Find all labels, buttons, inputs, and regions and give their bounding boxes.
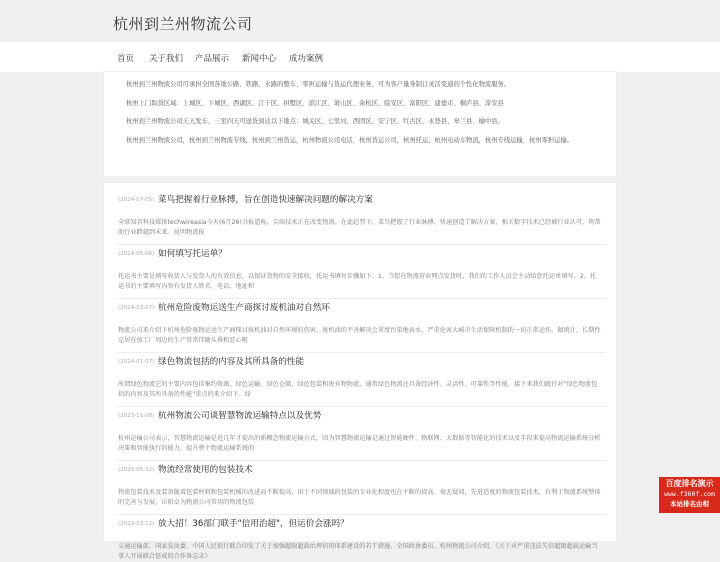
ranking-badge[interactable]: [659, 477, 720, 513]
article-title[interactable]: 杭州危险废物运送生产商探讨废机油对自然环: [158, 303, 330, 313]
nav-item-news[interactable]: 新闻中心: [242, 54, 277, 64]
article-date: (2024-01-07): [118, 359, 155, 365]
article-title[interactable]: 物流经常使用的包装技术: [158, 465, 253, 475]
header: [0, 0, 720, 42]
nav-item-cases[interactable]: 成功案例: [289, 54, 324, 64]
article-date: (2024-03-07): [118, 305, 155, 311]
article-date: (2024-07-05): [118, 197, 155, 203]
article-summary: 物流包装技术及装备随着包装材料和包装机械的改进而不断提高，用于不同领域的包装的专业化程度也在不断的提高。毫无疑问，先进适度的物流包装技术，有利于物流系统整体的完善与发展。岳阳卓为物流公司常用的物流包装: [118, 489, 601, 506]
article-item: [116, 301, 606, 353]
divider: [116, 514, 606, 515]
badge-url: www.f360f.com: [664, 490, 715, 498]
article-title[interactable]: 如何填写托运单？: [158, 249, 227, 259]
article-summary: 杭州运输公司表示，智慧物流运输是近几年才提出的新概念物流运输方式，因为智慧物流运输是通过智能硬件、物联网、大数据等智能化的技术以及手段来提高物流运输系统分析决策和智能执行的能力，提升整个物流运输系统的: [118, 435, 601, 452]
divider: [116, 352, 606, 353]
divider: [116, 406, 606, 407]
main-nav: [0, 42, 720, 72]
article-title[interactable]: 放大招！36部门联手"信用治超"，但运价会涨吗？: [158, 519, 349, 529]
article-summary: 全球知名科技媒体techwireasia今天(6月26日)报道称，尖端技术正在改变物流。在此趋势下，菜鸟把握了行业脉搏，快速创造了解决方案，相关数字技术已经被行业认可，将帮助行业跨越到未来。昆明物流报: [118, 219, 601, 236]
intro-paragraph: 杭州到兰州物流公司可承担全国各地公路、铁路、水路的整车、零担运输与货运代理业务，可为客户量身制订灵活变通的个性化物流服务。: [126, 81, 511, 88]
article-summary: 所谓绿色物流它的主要内容包括集约资源、绿色运输、绿色仓储、绿色包装和废弃物物流，通常绿色物流还具备经济性、灵活性、可靠性等性能，接下来我们就针对"绿色物流包括的内容及其所具备的性能"重点的来介绍下。绿: [118, 381, 598, 398]
article-list: [103, 182, 617, 560]
article-summary: 托运书主要是填写收货人与发货人的有效信息，以保证货物的安全接收，托运书填写步骤如下：1、当您在物流营业网点发货时，我们的工作人员会主动给您托运单填写。2、托运书的主要填写内容有发货人姓名、电话、地址和: [118, 273, 597, 290]
article-item: [116, 355, 606, 407]
article-title[interactable]: 绿色物流包括的内容及其所具备的性能: [158, 357, 305, 367]
article-date: (2023-03-12): [118, 521, 155, 527]
article-title[interactable]: 菜鸟把握着行业脉搏，旨在创造快速解决问题的解决方案: [158, 195, 373, 205]
intro-paragraph: 杭州上门取货区域：上城区、下城区、西湖区、江干区、拱墅区、滨江区、萧山区、余杭区、临安区、富阳区、建德市、桐庐县、淳安县: [126, 99, 504, 107]
intro-panel: [103, 71, 617, 177]
article-item: [116, 463, 606, 515]
article-summary: 交通运输部、国家发改委、中国人民银行联合印发了关于加强超限超载治理信用体系建设的若干措施，全国政协委员、杭州物流公司介绍，《关于对严重违法失信超限超载运输当事人开展联合惩戒的合作备忘录》: [118, 543, 598, 560]
intro-paragraph: 杭州到兰州物流公司，杭州到兰州物流专线，杭州到兰州货运，杭州物流公司电话，杭州货运公司，杭州托运，杭州电动车物流，杭州专线运输，杭州零担运输。: [126, 136, 574, 144]
divider: [116, 298, 606, 299]
article-date: (2023-11-08): [118, 413, 155, 419]
divider: [116, 460, 606, 461]
article-item: [116, 247, 606, 299]
article-date: (2024-05-06): [118, 251, 155, 257]
article-title[interactable]: 杭州物流公司谈智慧物流运输特点以及优势: [158, 411, 322, 421]
badge-line-1: 百度排名演示: [665, 479, 714, 488]
nav-item-products[interactable]: 产品展示: [195, 54, 230, 64]
article-item: [116, 517, 606, 562]
divider: [116, 244, 606, 245]
article-item: [116, 193, 606, 245]
article-item: [116, 409, 606, 461]
intro-paragraph: 杭州到兰州物流公司天天发车，三至四天可送货到达以下地点：城关区、七里河、西固区、安宁区、红古区、永登县、皋兰县、榆中县。: [126, 118, 504, 125]
badge-line-3: 本站排名由相: [670, 500, 709, 508]
nav-item-home[interactable]: 首页: [117, 54, 135, 64]
article-summary: 物流公司来介绍下杭州危险废物运送生产商探讨废机油对自然环境的伤害，废机油的不善解决会重度污染地表水，严重危害大城市生活保障机制的一切正常运作。据统计，长期性定居在加工厂周边的生产常常伴随头昏和恶心呕: [118, 327, 601, 344]
site-title[interactable]: 杭州到兰州物流公司: [113, 15, 253, 33]
nav-item-about[interactable]: 关于我们: [149, 54, 184, 64]
article-date: (2023-05-12): [118, 467, 155, 473]
